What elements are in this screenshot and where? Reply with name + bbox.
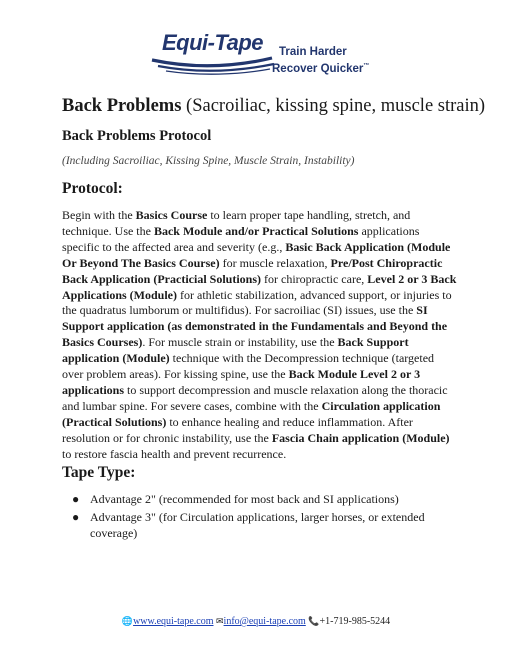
phone-icon: 📞 [308,617,320,627]
bold-run: Back Module Level 2 or 3 applications [62,367,421,397]
protocol-heading: Back Problems Protocol [62,128,212,144]
bold-run: Basics Course [135,208,208,222]
website-link[interactable]: www.equi-tape.com [133,616,214,627]
bold-run: Circulation application (Practical Solutions) [62,398,441,429]
bold-run: SI Support application (as demonstrated in the Fundamentals and Beyond the Basics Courses) [62,303,448,350]
tape-type-list [62,492,457,544]
list-item: ● Advantage 2" (recommended for most back and SI applications) [72,492,399,506]
list-item: ● Advantage 3" (for Circulation applications, larger horses, or extended coverage) [72,509,425,540]
bold-run: Fascia Chain application (Module) [271,430,450,445]
phone-number: +1-719-985-5244 [319,616,391,627]
text-run: to learn proper tape handling, stretch, and technique. Use the [62,208,411,238]
bold-run: Back Support application (Module) [62,335,409,366]
protocol-label: Protocol: [62,180,123,197]
bold-run: Basic Back Application (Module Or Beyond The Basics Course) [62,239,451,270]
equi-tape-logo [150,30,370,82]
bold-run: Level 2 or 3 Back Applications (Module) [62,271,457,302]
logo-brand: Equi-Tape [162,30,264,55]
logo-tagline-2: Recover Quicker™ [272,63,370,75]
email-link[interactable]: info@equi-tape.com [223,616,306,627]
footer-contact [0,616,512,627]
text-run: to restore fascia health and prevent recurrence. [62,446,287,461]
bold-run: Back Module and/or Practical Solutions [153,223,359,238]
text-run: applications specific to the affected area and severity (e.g., [62,223,420,254]
globe-icon: 🌐 [121,617,134,627]
text-run: Begin with the [62,208,136,222]
bold-run: Pre/Post Chiropractic Back Application (Practicial Solutions) [62,255,443,286]
text-run: to support decompression and muscle relaxation along the thoracic and lumbar spine. For severe cases, combine with the [62,382,448,413]
text-run: . For muscle strain or instability, use the [142,335,338,350]
including-subtitle: (Including Sacroiliac, Kissing Spine, Muscle Strain, Instability) [62,155,355,167]
text-run: for muscle relaxation, [219,255,331,270]
logo-tagline-1: Train Harder [279,46,347,58]
text-run: for chiropractic care, [261,271,368,286]
tape-type-label: Tape Type: [62,464,136,481]
email-icon: ✉ [216,617,224,627]
text-run: to enhance healing and reduce inflammation. After resolution or for chronic instability, use the [62,414,413,445]
protocol-paragraph [62,208,457,463]
text-run: for athletic stabilization, advanced support, or injuries to the quadratus lumborum or multifidus). For sacroiliac (SI) issues, use the [62,287,452,318]
page-title: Back Problems (Sacroiliac, kissing spine, muscle strain) [62,96,486,116]
text-run: technique with the Decompression technique (targeted over problem areas). For kissing spine, use the [62,351,435,382]
logo-swoosh-icon [150,54,280,76]
